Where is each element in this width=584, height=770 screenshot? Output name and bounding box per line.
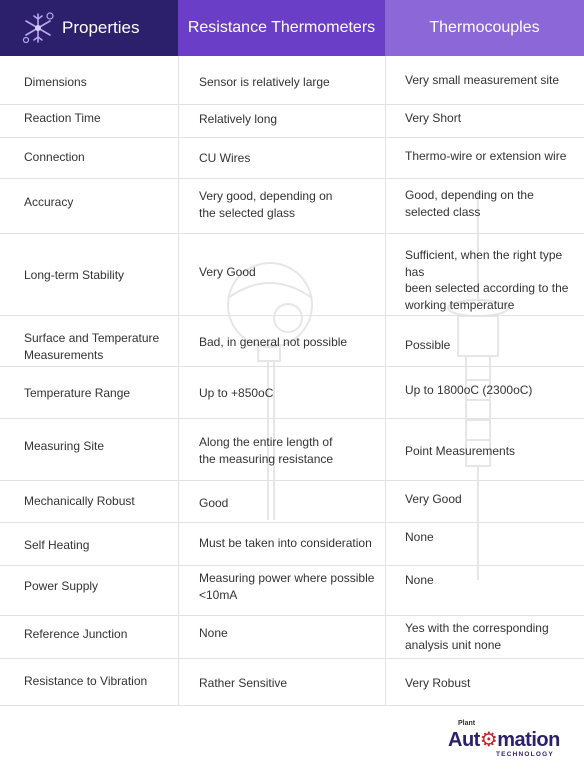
resistance-thermometer-cell-line: Rather Sensitive [199, 676, 288, 690]
thermocouple-cell [405, 675, 580, 692]
resistance-thermometer-cell-line: Along the entire length of [199, 435, 333, 449]
thermocouple-cell-line: None [405, 573, 434, 587]
resistance-thermometer-cell [199, 111, 379, 128]
resistance-thermometer-cell [199, 150, 379, 167]
thermocouple-cell-line: Very Short [405, 111, 462, 125]
thermocouple-cell-line: Very small measurement site [405, 73, 560, 87]
resistance-thermometer-cell [199, 570, 379, 603]
resistance-thermometer-cell [199, 495, 379, 512]
resistance-thermometer-cell-line: Sensor is relatively large [199, 75, 330, 89]
resistance-thermometer-cell-line: Very Good [199, 265, 256, 279]
table-row [0, 419, 584, 481]
resistance-thermometer-cell [199, 385, 379, 402]
resistance-thermometer-cell-line: Bad, in general not possible [199, 335, 348, 349]
resistance-thermometer-cell-line: Good [199, 496, 229, 510]
table-row [0, 179, 584, 234]
table-row [0, 566, 584, 616]
resistance-thermometer-cell [199, 74, 379, 91]
resistance-thermometer-cell-line: the measuring resistance [199, 451, 334, 466]
thermocouple-cell-line: None [405, 530, 434, 544]
thermocouple-cell [405, 72, 580, 89]
resistance-thermometer-cell-line: <10mA [199, 587, 238, 602]
table-row [0, 523, 584, 566]
property-name-cell: Dimensions [24, 75, 87, 89]
property-name-cell: Surface and Temperature Measurements [24, 331, 160, 362]
resistance-thermometer-cell [199, 334, 379, 351]
property-name-cell: Reference Junction [24, 627, 128, 641]
thermocouple-cell [405, 620, 580, 653]
thermocouple-cell [405, 247, 580, 313]
thermocouple-cell-line: been selected according to the [405, 281, 569, 295]
thermocouple-cell [405, 382, 580, 399]
thermocouple-cell [405, 491, 580, 508]
property-name-cell: Mechanically Robust [24, 494, 135, 508]
snowflake-icon [20, 10, 56, 46]
thermocouple-cell-line: working temperature [405, 297, 515, 312]
resistance-thermometer-cell-line: the selected glass [199, 205, 296, 220]
resistance-thermometer-cell-line: Must be taken into consideration [199, 536, 372, 550]
property-name-cell: Long-term Stability [24, 268, 125, 282]
resistance-thermometer-cell-line: None [199, 626, 228, 640]
header-resistance-thermometers [178, 0, 385, 56]
logo-sub-text: TECHNOLOGY [496, 751, 554, 758]
property-name-cell: Self Heating [24, 538, 90, 552]
resistance-thermometer-cell [199, 264, 379, 281]
resistance-thermometer-cell-line: CU Wires [199, 151, 251, 165]
table-row [0, 234, 584, 316]
resistance-thermometer-cell [199, 188, 379, 221]
header-col3-label: Thermocouples [429, 19, 540, 36]
property-name-cell: Resistance to Vibration [24, 674, 148, 688]
plant-automation-logo [448, 720, 574, 762]
header-col1-label: Properties [62, 18, 140, 37]
resistance-thermometer-cell [199, 675, 379, 692]
thermocouple-cell-line: Point Measurements [405, 444, 516, 458]
thermocouple-cell-line: Thermo-wire or extension wire [405, 149, 567, 163]
table-row [0, 105, 584, 138]
logo-main-b: mation [497, 729, 560, 751]
table-row [0, 616, 584, 659]
property-name-cell: Power Supply [24, 579, 99, 593]
resistance-thermometer-cell [199, 535, 379, 552]
thermocouple-cell-line: Very Robust [405, 676, 471, 690]
thermocouple-cell-line: Yes with the corresponding [405, 621, 549, 635]
thermocouple-cell-line: Sufficient, when the right type has [405, 248, 563, 279]
thermocouple-cell [405, 443, 580, 460]
table-row [0, 367, 584, 419]
property-name-cell: Accuracy [24, 195, 74, 209]
thermocouple-cell [405, 529, 580, 546]
thermocouple-cell [405, 572, 580, 589]
property-name-cell: Temperature Range [24, 386, 131, 400]
thermocouple-cell [405, 148, 580, 165]
table-row [0, 659, 584, 706]
resistance-thermometer-cell-line: Up to +850oC [199, 386, 274, 400]
thermocouple-cell-line: Up to 1800oC (2300oC) [405, 383, 533, 397]
logo-main-a: Aut [448, 729, 480, 751]
resistance-thermometer-cell [199, 434, 379, 467]
thermocouple-cell-line: selected class [405, 204, 481, 219]
resistance-thermometer-cell-line: Very good, depending on [199, 189, 333, 203]
logo-main-text [448, 727, 560, 752]
table-row [0, 481, 584, 523]
thermocouple-cell-line: analysis unit none [405, 637, 502, 652]
column-divider [178, 56, 179, 706]
thermocouple-cell-line: Good, depending on the [405, 188, 534, 202]
thermocouple-cell [405, 337, 580, 354]
table-row [0, 138, 584, 179]
table-row [0, 316, 584, 367]
header-properties [0, 0, 178, 56]
table-row [0, 56, 584, 105]
thermocouple-cell-line: Possible [405, 338, 451, 352]
header-col2-label: Resistance Thermometers [187, 19, 376, 36]
thermocouple-cell [405, 187, 580, 220]
resistance-thermometer-cell-line: Measuring power where possible [199, 571, 375, 585]
header-thermocouples [385, 0, 584, 56]
thermocouple-cell [405, 110, 580, 127]
resistance-thermometer-cell-line: Relatively long [199, 112, 278, 126]
table-header [0, 0, 584, 56]
resistance-thermometer-cell [199, 625, 379, 642]
property-name-cell: Connection [24, 150, 85, 164]
property-name-cell: Reaction Time [24, 111, 101, 125]
logo-plant-text: Plant [458, 720, 476, 727]
property-name-cell: Measuring Site [24, 439, 105, 453]
column-divider [385, 56, 386, 706]
gear-icon: ⚙ [479, 729, 498, 751]
thermocouple-cell-line: Very Good [405, 492, 462, 506]
